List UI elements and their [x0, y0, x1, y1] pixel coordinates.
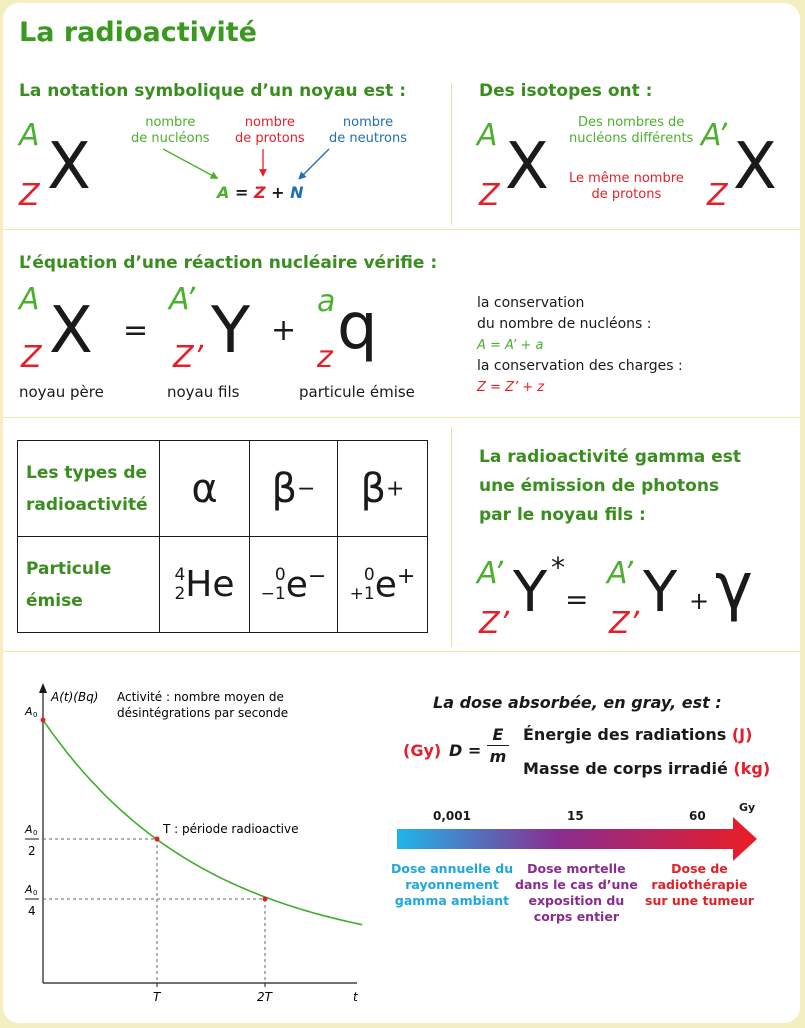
gamma-symbol: γ — [715, 550, 753, 624]
mass-equation: A = Z + N — [217, 183, 304, 202]
y-axis-arrow — [39, 683, 47, 693]
reaction-equals: = — [123, 313, 149, 348]
label-particle: particule émise — [299, 383, 415, 401]
mass-line: Masse de corps irradié (kg) — [523, 759, 771, 778]
y-tick-half-num: A — [25, 823, 33, 836]
x-axis-label: t — [353, 990, 358, 1004]
mass-number: A — [19, 118, 40, 153]
label-nucleons: nombre de nucléons — [131, 115, 210, 146]
decay-chart — [3, 683, 403, 1013]
period-label: T : période radioactive — [163, 822, 299, 836]
beta-minus-cell: β− — [250, 441, 338, 537]
point-quarter — [263, 897, 268, 902]
isotopes-heading: Des isotopes ont : — [479, 81, 653, 101]
page: La radioactivité La notation symbolique d’un noyau est : A Z X nombre de nucléons nombre de protons nombre de neutrons A = Z + N Des isotopes ont : A Z X Des nombres de nucléons différents Le même nombre de protons A’ Z X L’équation d’une réaction nucléaire vérifie : A Z X = A’ Z’ Y + a z q noyau père noyau fils particule émise la conservation du nombre de nucléons : A = A’ + a la conservation des charges : Z = Z’ + z Les types de radioactivité α β− β+ Particule émise 4 2 He 0 −1 e− 0 +1 e+ La radioactivité gamma est une émission de photons par le noyau fils : A’ Z’ Y * = A’ Z’ Y + γ A(t)(Bq) Activité : nombre moyen de désintégrations par seconde A 0 A 0 2 A 0 4 T : période radioactive T 2T t La dose absorbée, en gray, est : (Gy) D = E m Énergie des radiations (J) Masse de corps irradié (kg) 0,001 15 60 Gy Dose annuelle du rayonnement gamma ambiant Dose mortelle dans le cas d’une exposition du corps entier Dose de radiothérapie sur une tumeur — [3, 3, 800, 1023]
dose-label-lethal: Dose mortelle dans le cas d’une exposition du corps entier — [515, 861, 638, 924]
particle-label: Particule émise — [18, 537, 160, 633]
atomic-number: Z — [19, 178, 40, 213]
dose-scale-arrow — [395, 815, 763, 865]
dose-tick-2: 15 — [567, 809, 584, 823]
point-origin — [41, 718, 46, 723]
label-daughter: noyau fils — [167, 383, 240, 401]
dose-unit: Gy — [739, 801, 756, 814]
radioactivity-types-table — [17, 440, 428, 633]
energy-line: Énergie des radiations (J) — [523, 725, 753, 744]
x-tick-label-T: T — [153, 990, 161, 1004]
arrow-neutrons — [301, 149, 329, 177]
helium-cell: 4 2 He — [160, 537, 250, 633]
gamma-heading: La radioactivité gamma est une émission de photons par le noyau fils : — [479, 447, 741, 525]
y-tick-quarter-den: 4 — [28, 904, 36, 918]
separator — [451, 83, 452, 225]
electron-cell: 0 −1 e− — [250, 537, 338, 633]
types-header-label: Les types de radioactivité — [18, 441, 160, 537]
arrow-nucleons — [163, 149, 215, 177]
page-title: La radioactivité — [19, 17, 257, 48]
chart-description-2: désintégrations par seconde — [117, 706, 289, 720]
svg-text:0: 0 — [33, 889, 38, 897]
excited-star: * — [551, 551, 565, 584]
reaction-plus: + — [271, 313, 297, 348]
y-tick-A0: A — [25, 705, 33, 718]
label-neutrons: nombre de neutrons — [329, 115, 407, 146]
chart-description-1: Activité : nombre moyen de — [117, 690, 284, 704]
label-parent: noyau père — [19, 383, 104, 401]
notation-heading: La notation symbolique d’un noyau est : — [19, 81, 406, 101]
separator — [3, 229, 800, 230]
point-half — [155, 837, 160, 842]
dose-label-ambient: Dose annuelle du rayonnement gamma ambiant — [391, 861, 514, 908]
alpha-cell: α — [160, 441, 250, 537]
positron-cell: 0 +1 e+ — [338, 537, 428, 633]
dose-tick-3: 60 — [689, 809, 706, 823]
gy-unit: (Gy) — [403, 741, 442, 760]
y-tick-half-den: 2 — [28, 844, 36, 858]
x-tick-label-2T: 2T — [257, 990, 272, 1004]
separator — [3, 417, 800, 418]
separator — [451, 427, 452, 647]
conservation-laws: la conservation du nombre de nucléons : A = A’ + a la conservation des charges : Z = Z’ + z — [477, 295, 683, 395]
dose-label-therapy: Dose de radiothérapie sur une tumeur — [645, 861, 754, 908]
separator — [3, 651, 800, 652]
beta-plus-cell: β+ — [338, 441, 428, 537]
dose-heading: La dose absorbée, en gray, est : — [433, 693, 722, 712]
isotopes-protons-text: Le même nombre de protons — [569, 171, 684, 202]
reaction-heading: L’équation d’une réaction nucléaire vérifie : — [19, 253, 438, 273]
dose-D: D = — [449, 741, 482, 760]
element-symbol: X — [47, 130, 91, 204]
label-protons: nombre de protons — [235, 115, 305, 146]
dose-fraction: E m — [487, 725, 509, 766]
svg-text:0: 0 — [33, 829, 38, 837]
dose-tick-1: 0,001 — [433, 809, 471, 823]
y-axis-label: A(t)(Bq) — [51, 690, 99, 704]
svg-text:0: 0 — [33, 711, 38, 719]
isotopes-nucleons-text: Des nombres de nucléons différents — [569, 115, 694, 146]
y-tick-quarter-num: A — [25, 883, 33, 896]
